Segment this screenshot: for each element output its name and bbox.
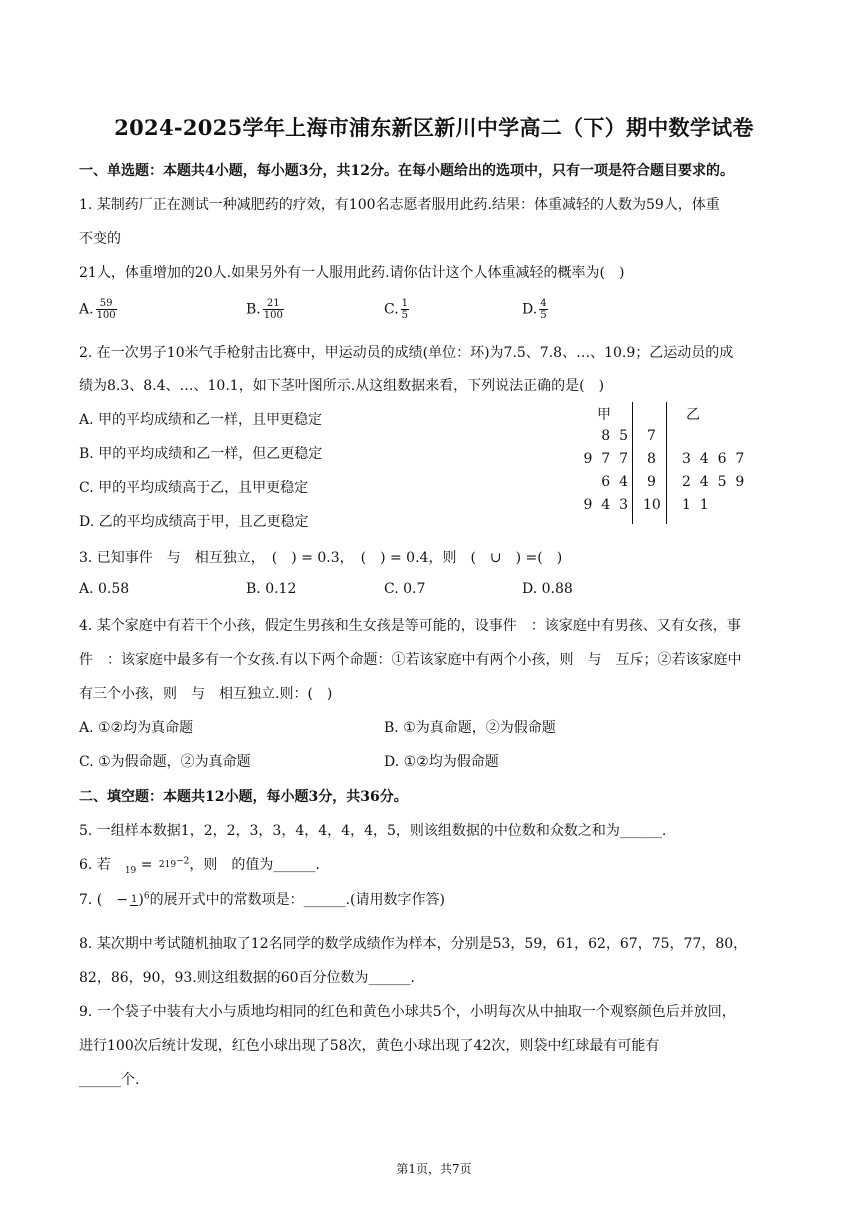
q3-option-d: D. 0.88 <box>522 581 573 597</box>
q2-option-c: C. 甲的平均成绩高于乙，且甲更稳定 <box>79 480 309 496</box>
q4-option-a: A. ①②均为真命题 <box>79 720 194 736</box>
q2-line2: 绩为8.3、8.4、…、10.1，如下茎叶图所示.从这组数据来看，下列说法正确的是( ) <box>79 378 605 394</box>
q4-option-d: D. ①②均为假命题 <box>384 754 499 770</box>
q2-option-d: D. 乙的平均成绩高于甲，且乙更稳定 <box>79 514 309 530</box>
q9-line2: 进行100次后统计发现，红色小球出现了58次，黄色小球出现了42次，则袋中红球最有可能有 <box>79 1038 660 1054</box>
stem-leaf-stem: 9 <box>647 474 656 490</box>
stem-leaf-plot <box>560 400 790 530</box>
q3-option-c: C. 0.7 <box>384 581 426 597</box>
stem-leaf-left-header: 甲 <box>597 407 611 423</box>
q4-option-c: C. ①为假命题，②为真命题 <box>79 754 251 770</box>
stem-leaf-left-leaves: 8 5 <box>601 428 628 444</box>
q5-line: 5. 一组样本数据1，2，2，3，3，4，4，4，4，5，则该组数据的中位数和众数之和为______. <box>79 823 667 839</box>
stem-leaf-stem: 10 <box>643 497 661 513</box>
q9-line3: ______个. <box>79 1072 140 1088</box>
q8-line1: 8. 某次期中考试随机抽取了12名同学的数学成绩作为样本，分别是53，59，61，62，67，75，77，80， <box>79 936 748 952</box>
q1-option-d: D. $\frac{4}{5}$ <box>522 298 547 321</box>
stem-leaf-stem: 8 <box>647 451 656 467</box>
q4-line3: 有三个小孩，则 与 相互独立.则：( ) <box>79 686 333 702</box>
stem-leaf-right-leaves: 1 1 <box>682 497 709 513</box>
section-1-heading: 一、单选题：本题共4小题，每小题3分，共12分。在每小题给出的选项中，只有一项是符合题目要求的。 <box>79 163 734 179</box>
q2-option-a: A. 甲的平均成绩和乙一样，且甲更稳定 <box>79 412 323 428</box>
q7-line: 7. ( − 1 )$^6$的展开式中的常数项是：______.(请用数字作答) <box>79 891 445 908</box>
stem-leaf-right-leaves: 3 4 6 7 <box>682 451 745 467</box>
stem-leaf-divider-left <box>632 402 633 524</box>
stem-leaf-divider-right <box>666 402 667 524</box>
q1-line1: 1. 某制药厂正在测试一种减肥药的疗效，有100名志愿者服用此药.结果：体重减轻的人数为59人，体重 <box>79 197 720 213</box>
page-footer: 第1页，共7页 <box>396 1162 472 1176</box>
q1-line2: 不变的 <box>79 231 121 247</box>
q1-option-c: C. $\frac{1}{5}$ <box>384 298 409 321</box>
q4-option-b: B. ①为真命题，②为假命题 <box>384 720 556 736</box>
stem-leaf-right-leaves: 2 4 5 9 <box>682 474 745 490</box>
section-2-heading: 二、填空题：本题共12小题，每小题3分，共36分。 <box>79 789 408 805</box>
stem-leaf-left-leaves: 6 4 <box>601 474 628 490</box>
q4-line2: 件 ：该家庭中最多有一个女孩.有以下两个命题：①若该家庭中有两个小孩，则 与 互斥；②若该家庭中 <box>79 652 742 668</box>
q2-option-b: B. 甲的平均成绩和乙一样，但乙更稳定 <box>79 446 323 462</box>
q3-line1: 3. 已知事件 与 相互独立， ( ) = 0.3， ( ) = 0.4，则 ( ∪ ) =( ) <box>79 550 563 566</box>
q1-option-a: A. $\frac{59}{100}$ <box>79 298 116 321</box>
stem-leaf-left-leaves: 9 7 7 <box>583 451 628 467</box>
q9-line1: 9. 一个袋子中装有大小与质地均相同的红色和黄色小球共5个，小明每次从中抽取一个观察颜色后并放回， <box>79 1004 736 1020</box>
q3-option-b: B. 0.12 <box>246 581 297 597</box>
q4-line1: 4. 某个家庭中有若干个小孩，假定生男孩和生女孩是等可能的，设事件 ：该家庭中有男孩、又有女孩，事 <box>79 618 741 634</box>
stem-leaf-stem: 7 <box>647 428 656 444</box>
stem-leaf-right-header: 乙 <box>686 407 700 423</box>
page-title: 2024-2025学年上海市浦东新区新川中学高二（下）期中数学试卷 <box>114 115 754 140</box>
q3-option-a: A. 0.58 <box>79 581 130 597</box>
q6-line: 6. 若 $_{19} = 219^{-2}$，则 的值为______. <box>79 856 320 876</box>
q1-option-b: B. $\frac{21}{100}$ <box>246 298 283 321</box>
stem-leaf-left-leaves: 9 4 3 <box>583 497 628 513</box>
q1-line3: 21人，体重增加的20人.如果另外有一人服用此药.请你估计这个人体重减轻的概率为( ) <box>79 265 625 281</box>
q8-line2: 82，86，90，93.则这组数据的60百分位数为______. <box>79 970 415 986</box>
q2-line1: 2. 在一次男子10米气手枪射击比赛中，甲运动员的成绩(单位：环)为7.5、7.8、…、10.9；乙运动员的成 <box>79 345 734 361</box>
